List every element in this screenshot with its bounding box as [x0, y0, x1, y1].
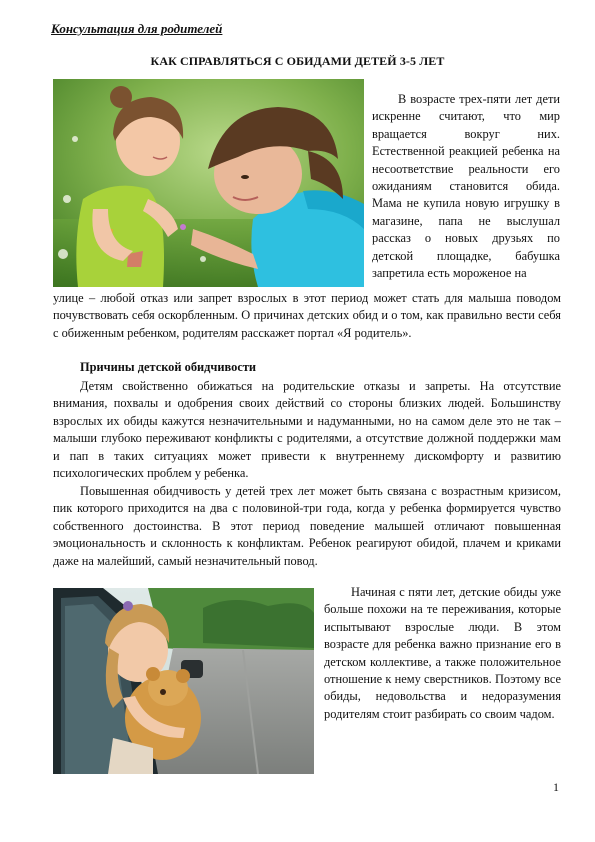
- intro-paragraph-continuation: улице – любой отказ или запрет взрослых в этот период может стать для малыша поводом почувствовать себя оскорбленным. О причинах детских обид и о том, как правильно вести себя с обиженным ребенком, родителям расскажет портал «Я родитель».: [53, 291, 561, 340]
- intro-paragraph: В возрасте трех-пяти лет дети искренне считают, что мир вращается вокруг них. Естественной реакцией ребенка на несоответствие реальности его ожиданиям становится обида. Мама не купила новую игрушку в магазине, папа не выслушал рассказ о новых друзьях по детской площадке, бабушка запретила есть мороженое на: [372, 92, 560, 281]
- header-label: Консультация для родителей: [51, 21, 223, 36]
- document-title: КАК СПРАВЛЯТЬСЯ С ОБИДАМИ ДЕТЕЙ 3-5 ЛЕТ: [150, 54, 445, 68]
- photo-mother-and-daughter: [53, 79, 364, 287]
- paragraph: Детям свойственно обижаться на родительские отказы и запреты. На отсутствие внимания, похвалы и одобрения своих действий со стороны близких людей. Большинству взрослых их обиды кажутся незначительными и надуманными, но на самом деле это не так – малыши глубоко переживают конфликты с родителями, а отсутствие должной поддержки мам и пап в таких ситуациях может привести к внутреннему дискомфорту и развитию психологических проблем у ребенка.: [53, 379, 561, 481]
- paragraph: Повышенная обидчивость у детей трех лет может быть связана с возрастным кризисом, пик которого приходится на два с половиной-три года, когда у ребенка формируется чувство собственного достоинства. В этот период поведение малышей отличают повышенная эмоциональность и склонность к конфликтам. Ребенок реагируют обидой, плачем и криками даже на малейший, самый незначительный повод.: [53, 484, 561, 568]
- photo-girl-in-car: [53, 588, 314, 774]
- paragraph: Начиная с пяти лет, детские обиды уже больше похожи на те переживания, которые испытывают взрослые люди. В этом возрасте для ребенка важно признание его в детском коллективе, а также положительное отношение к нему сверстников. Поэтому все обиды, недовольства и недоразумения родителям стоит разбирать со своим чадом.: [324, 585, 561, 721]
- page-number: 1: [553, 780, 559, 794]
- section-heading: Причины детской обидчивости: [80, 360, 257, 374]
